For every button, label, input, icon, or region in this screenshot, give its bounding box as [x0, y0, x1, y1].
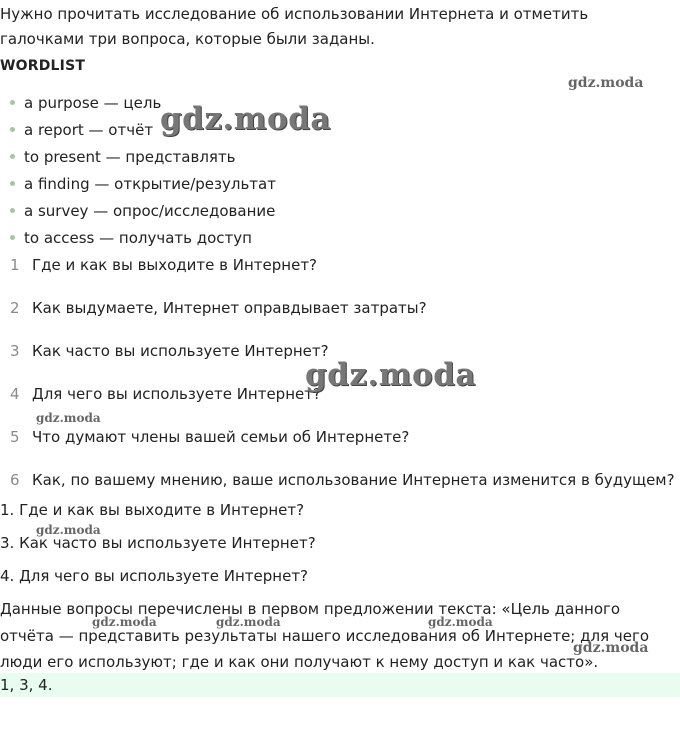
- watermark: gdz.moda: [36, 411, 101, 425]
- wordlist-item: to present — представлять: [10, 147, 236, 167]
- wordlist-item: to access — получать доступ: [10, 228, 252, 248]
- question-item: 5 Что думают члены вашей семьи об Интернете?: [10, 428, 410, 446]
- wordlist-item: a purpose — цель: [10, 93, 161, 113]
- wordlist-title: WORDLIST: [0, 58, 86, 74]
- bullet-icon: [10, 100, 15, 105]
- watermark: gdz.moda: [573, 640, 649, 656]
- watermark: gdz.moda: [216, 615, 281, 629]
- watermark: gdz.moda: [36, 523, 101, 537]
- question-item: 2 Как выдумаете, Интернет оправдывает затраты?: [10, 299, 427, 317]
- watermark: gdz.moda: [160, 101, 331, 137]
- wordlist-item: a report — отчёт: [10, 120, 153, 140]
- answer-item: 1. Где и как вы выходите в Интернет?: [0, 501, 305, 519]
- bullet-icon: [10, 235, 15, 240]
- bullet-icon: [10, 127, 15, 132]
- final-answer: 1, 3, 4.: [0, 673, 680, 697]
- task-text: Нужно прочитать исследование об использовании Интернета и отметить галочками три вопроса, которые были заданы.: [0, 5, 589, 48]
- explanation-text: Данные вопросы перечислены в первом предложении текста: «Цель данного отчёта — представить результаты нашего исследования об Интернете; для чего люди его используют; где и как они получают к нему доступ и как часто».: [0, 600, 650, 671]
- bullet-icon: [10, 154, 15, 159]
- bullet-icon: [10, 181, 15, 186]
- bullet-icon: [10, 208, 15, 213]
- answer-item: 4. Для чего вы используете Интернет?: [0, 567, 309, 585]
- question-item: 3 Как часто вы используете Интернет?: [10, 342, 329, 360]
- watermark: gdz.moda: [568, 75, 644, 91]
- question-item: 4 Для чего вы используете Интернет?: [10, 385, 321, 403]
- wordlist-item: a survey — опрос/исследование: [10, 201, 275, 221]
- watermark: gdz.moda: [428, 615, 493, 629]
- watermark: gdz.moda: [92, 615, 157, 629]
- answer-item: 3. Как часто вы используете Интернет?: [0, 534, 316, 552]
- question-item: 6 Как, по вашему мнению, ваше использование Интернета изменится в будущем?: [10, 471, 675, 489]
- question-item: 1 Где и как вы выходите в Интернет?: [10, 256, 318, 274]
- watermark: gdz.moda: [305, 357, 476, 393]
- wordlist-item: a finding — открытие/результат: [10, 174, 276, 194]
